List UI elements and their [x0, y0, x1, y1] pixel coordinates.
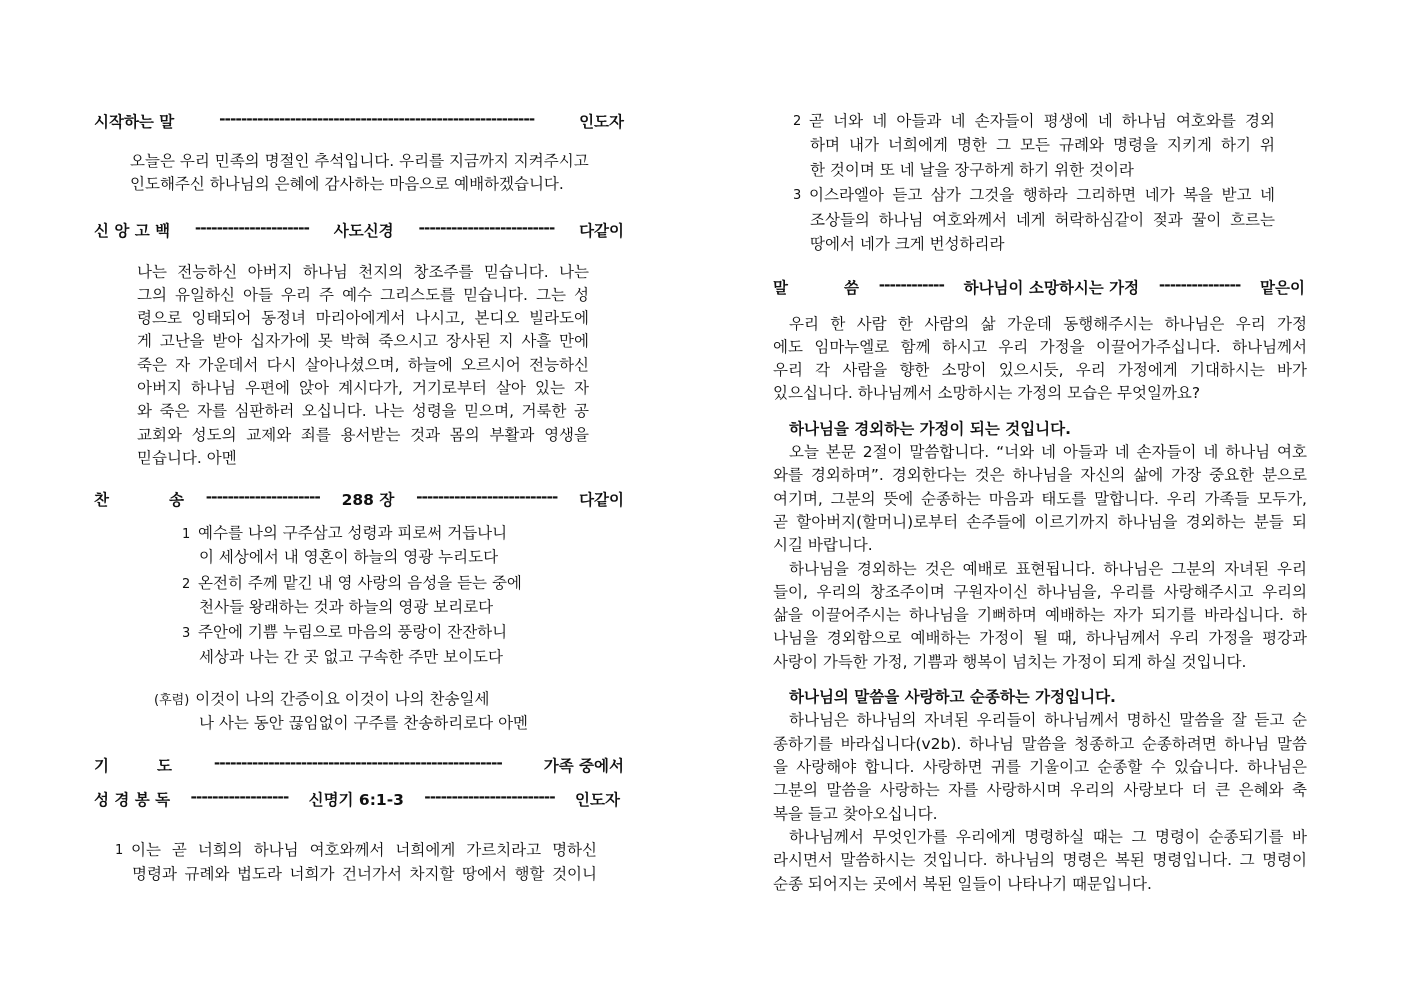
sermon-point-title: 하나님의 말씀을 사랑하고 순종하는 가정입니다.: [789, 688, 1116, 706]
hymn-leader: 다같이: [579, 491, 624, 509]
scripture-verse-line: 한 것이며 또 네 날을 장구하게 하기 위한 것이라: [810, 161, 1134, 179]
sermon-point-line: 하나님은 하나님의 자녀된 우리들이 하나님께서 명하신 말씀을 잘 듣고 순: [789, 711, 1307, 729]
prayer-header: [94, 754, 624, 776]
sermon-point-line: 하나님을 경외하는 것은 예배로 표현됩니다. 하나님은 그분의 자녀된 우리: [789, 560, 1307, 578]
sermon-point-line: 여기며, 그분의 뜻에 순종하는 마음과 태도를 말합니다. 우리 가족들 모두가,: [773, 490, 1307, 508]
creed-leader: 다같이: [579, 222, 624, 240]
reading-title: 성 경 봉 독: [94, 791, 171, 809]
hymn-dashes: ---------------------: [205, 488, 320, 506]
reading-verse-line: 명령과 규례와 법도라 너희가 건너가서 차지할 땅에서 행할 것이니: [132, 865, 597, 883]
reading-verse-line: 1 이는 곧 너희의 하나님 여호와께서 너희에게 가르치라고 명하신: [115, 841, 597, 859]
sermon-point-line: 삶을 이끌어주시는 하나님을 기뻐하며 예배하는 자가 되기를 바라십니다. 하: [773, 606, 1307, 624]
sermon-point-line: 나님을 경외함으로 예배하는 가정이 될 때, 하나님께서 우리 가정을 평강과: [773, 629, 1307, 647]
opening-leader: 인도자: [579, 113, 624, 131]
sermon-point-line: 들이, 우리의 창조주이며 구원자이신 하나님을, 우리를 사랑해주시고 우리의: [773, 583, 1307, 601]
prayer-title: 기 도: [94, 757, 172, 775]
hymn-verse-line: 이 세상에서 내 영혼이 하늘의 영광 누리도다: [199, 548, 499, 566]
reading-leader: 인도자: [575, 791, 620, 809]
reading-header: [94, 788, 620, 810]
sermon-point-line: 하나님께서 무엇인가를 우리에게 명령하실 때는 그 명령이 순종되기를 바: [789, 828, 1307, 846]
sermon-point-line: 순종 되어지는 곳에서 복된 일들이 나타나기 때문입니다.: [773, 875, 1152, 893]
sermon-point-line: 시길 바랍니다.: [773, 536, 873, 554]
opening-dashes: ----------------------------------------------------------: [219, 110, 535, 128]
sermon-intro-line: 에도 임마누엘로 함께 하시고 우리 가정을 이끌어가주십니다. 하나님께서: [773, 338, 1307, 356]
sermon-title: 말 씀: [773, 279, 859, 297]
creed-dashes: ---------------------: [194, 219, 309, 237]
sermon-dashes: ---------------: [1158, 276, 1241, 294]
sermon-intro-line: 있으십니다. 하나님께서 소망하시는 가정의 모습은 무엇일까요?: [773, 384, 1201, 402]
scripture-verse-line: 2 곧 너와 네 아들과 네 손자들이 평생에 네 하나님 여호와를 경외: [793, 112, 1275, 130]
creed-line: 믿습니다. 아멘: [137, 449, 237, 467]
opening-title: 시작하는 말: [94, 113, 175, 131]
hymn-dashes: --------------------------: [416, 488, 558, 506]
hymn-verse-line: 천사들 왕래하는 것과 하늘의 영광 보리로다: [199, 598, 494, 616]
scripture-verse-line: 3 이스라엘아 듣고 삼가 그것을 행하라 그리하면 네가 복을 받고 네: [793, 186, 1275, 204]
sermon-point-line: 복을 들고 찾아오십니다.: [773, 805, 938, 823]
opening-line: 오늘은 우리 민족의 명절인 추석입니다. 우리를 지금까지 지켜주시고: [130, 152, 589, 170]
sermon-point-line: 종하기를 바라십니다(v2b). 하나님 말씀을 청종하고 순종하려면 하나님 말씀: [773, 735, 1307, 753]
sermon-point-title: 하나님을 경외하는 가정이 되는 것입니다.: [789, 420, 1072, 438]
sermon-subject: 하나님이 소망하시는 가정: [963, 279, 1140, 297]
hymn-title: 찬 송: [94, 491, 184, 509]
creed-line: 아버지 하나님 우편에 앉아 계시다가, 거기로부터 살아 있는 자: [137, 379, 589, 397]
sermon-dashes: ------------: [878, 276, 944, 294]
creed-line: 령으로 잉태되어 동정녀 마리아에게서 나시고, 본디오 빌라도에: [137, 309, 589, 327]
scripture-verse-line: 하며 내가 너희에게 명한 그 모든 규례와 명령을 지키게 하기 위: [810, 136, 1275, 154]
scripture-verse-line: 땅에서 네가 크게 번성하리라: [810, 235, 1005, 253]
creed-line: 게 고난을 받아 십자가에 못 박혀 죽으시고 장사된 지 사흘 만에: [137, 332, 589, 350]
reading-dashes: ------------------: [190, 788, 289, 806]
sermon-intro-line: 우리 한 사람 한 사람의 삶 가운데 동행해주시는 하나님은 우리 가정: [789, 315, 1307, 333]
creed-header: [94, 219, 624, 241]
sermon-point-line: 사랑이 가득한 가정, 기쁨과 행복이 넘치는 가정이 되게 하실 것입니다.: [773, 653, 1247, 671]
creed-title: 신 앙 고 백: [94, 222, 171, 240]
hymn-verse-line: 세상과 나는 간 곳 없고 구속한 주만 보이도다: [199, 648, 504, 666]
hymn-verse-line: 2 온전히 주께 맡긴 내 영 사랑의 음성을 듣는 중에: [182, 574, 522, 592]
hymn-verse-line: 3 주안에 기쁨 누림으로 마음의 풍랑이 잔잔하니: [182, 623, 508, 641]
creed-line: 나는 전능하신 아버지 하나님 천지의 창조주를 믿습니다. 나는: [137, 263, 589, 281]
opening-header: [94, 110, 624, 132]
hymn-verse-line: 1 예수를 나의 구주삼고 성령과 피로써 거듭나니: [182, 524, 508, 542]
sermon-header: [773, 276, 1305, 298]
creed-line: 죽은 자 가운데서 다시 살아나셨으며, 하늘에 오르시어 전능하신: [137, 356, 589, 374]
reading-passage: 신명기 6:1-3: [308, 791, 404, 809]
sermon-point-line: 라시면서 말씀하시는 것입니다. 하나님의 명령은 복된 명령입니다. 그 명령이: [773, 851, 1307, 869]
sermon-point-line: 그분의 말씀을 사랑하는 자를 사랑하시며 우리의 사랑보다 더 큰 은혜와 축: [773, 781, 1307, 799]
hymn-number: 288 장: [341, 491, 395, 509]
sermon-point-line: 오늘 본문 2절이 말씀합니다. “너와 네 아들과 네 손자들이 네 하나님 여호: [789, 443, 1307, 461]
hymn-chorus-line: 나 사는 동안 끊임없이 구주를 찬송하리로다 아멘: [199, 714, 529, 732]
hymn-header: [94, 488, 624, 510]
sermon-point-line: 을 사랑해야 합니다. 사랑하면 귀를 기울이고 순종할 수 있습니다. 하나님은: [773, 758, 1307, 776]
hymn-chorus-line: (후렴) 이것이 나의 간증이요 이것이 나의 찬송일세: [154, 690, 490, 708]
creed-line: 그의 유일하신 아들 우리 주 예수 그리스도를 믿습니다. 그는 성: [137, 286, 589, 304]
sermon-point-line: 와를 경외하며”. 경외한다는 것은 하나님을 자신의 삶에 가장 중요한 분으로: [773, 466, 1307, 484]
prayer-dashes: -----------------------------------------------------: [213, 754, 502, 772]
scripture-verse-line: 조상들의 하나님 여호와께서 네게 허락하심같이 젖과 꿀이 흐르는: [810, 211, 1275, 229]
opening-line: 인도해주신 하나님의 은혜에 감사하는 마음으로 예배하겠습니다.: [130, 175, 564, 193]
creed-name: 사도신경: [333, 222, 394, 240]
creed-dashes: -------------------------: [418, 219, 555, 237]
prayer-leader: 가족 중에서: [543, 757, 624, 775]
sermon-leader: 맡은이: [1260, 279, 1305, 297]
sermon-intro-line: 우리 각 사람을 향한 소망이 있으시듯, 우리 가정에게 기대하시는 바가: [773, 361, 1307, 379]
reading-dashes: ------------------------: [424, 788, 555, 806]
creed-line: 와 죽은 자를 심판하러 오십니다. 나는 성령을 믿으며, 거룩한 공: [137, 402, 589, 420]
creed-line: 교회와 성도의 교제와 죄를 용서받는 것과 몸의 부활과 영생을: [137, 426, 589, 444]
sermon-point-line: 곧 할아버지(할머니)로부터 손주들에 이르기까지 하나님을 경외하는 분들 되: [773, 513, 1307, 531]
chorus-label: (후렴): [154, 693, 190, 708]
